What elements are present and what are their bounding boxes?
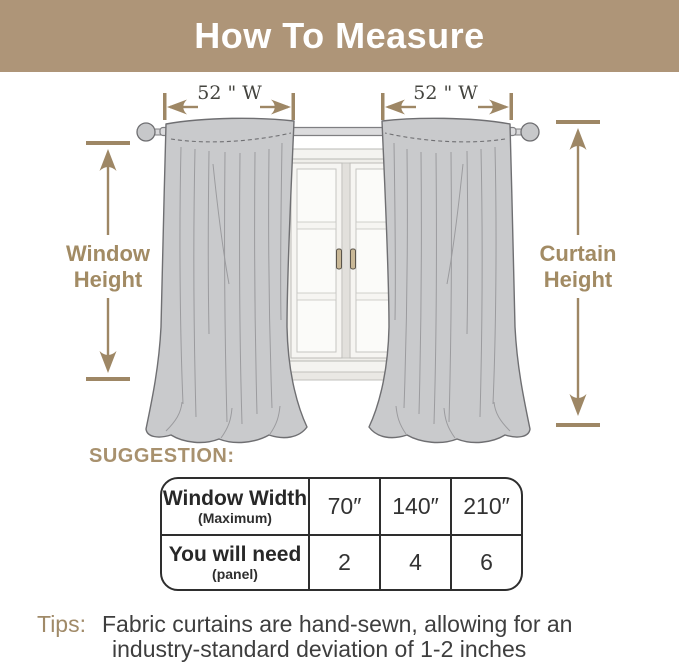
table-cell-width-210: 210″	[450, 479, 521, 534]
window-height-line1: Window	[65, 241, 151, 266]
panel-suggestion-table	[160, 477, 523, 591]
panel-width-label-right: 52 " W	[413, 82, 478, 104]
table-cell-panels-2: 2	[308, 534, 379, 589]
tips-label: Tips:	[37, 611, 86, 637]
header-banner	[0, 0, 679, 72]
tips-line2: industry-standard deviation of 1-2 inches	[112, 636, 527, 662]
tips-section	[37, 612, 572, 662]
suggestion-heading: SUGGESTION:	[89, 445, 235, 467]
rod-finial-left	[137, 123, 155, 141]
rod-finial-right	[521, 123, 539, 141]
table-header-window-width: Window Width (Maximum)	[162, 486, 308, 526]
curtain-height-label	[525, 241, 631, 293]
table-cell-width-140: 140″	[379, 479, 450, 534]
window-handle-left	[337, 249, 342, 269]
window-height-label	[55, 241, 161, 293]
page-title: How To Measure	[194, 15, 485, 56]
curtain-panel-right	[369, 118, 530, 442]
table-cell-panels-4: 4	[379, 534, 450, 589]
table-cell-panels-6: 6	[450, 534, 521, 589]
window-height-line2: Height	[73, 267, 143, 292]
curtain-panel-left	[146, 118, 307, 442]
tips-text	[102, 612, 572, 662]
table-header-you-will-need: You will need (panel)	[162, 534, 308, 589]
table-cell-width-70: 70″	[308, 479, 379, 534]
measurement-diagram	[0, 72, 679, 445]
panel-width-label-left: 52 " W	[197, 82, 262, 104]
window-handle-right	[351, 249, 356, 269]
curtain-height-line2: Height	[543, 267, 613, 292]
tips-line1: Fabric curtains are hand-sewn, allowing for an	[102, 611, 573, 637]
curtain-height-line1: Curtain	[539, 241, 617, 266]
